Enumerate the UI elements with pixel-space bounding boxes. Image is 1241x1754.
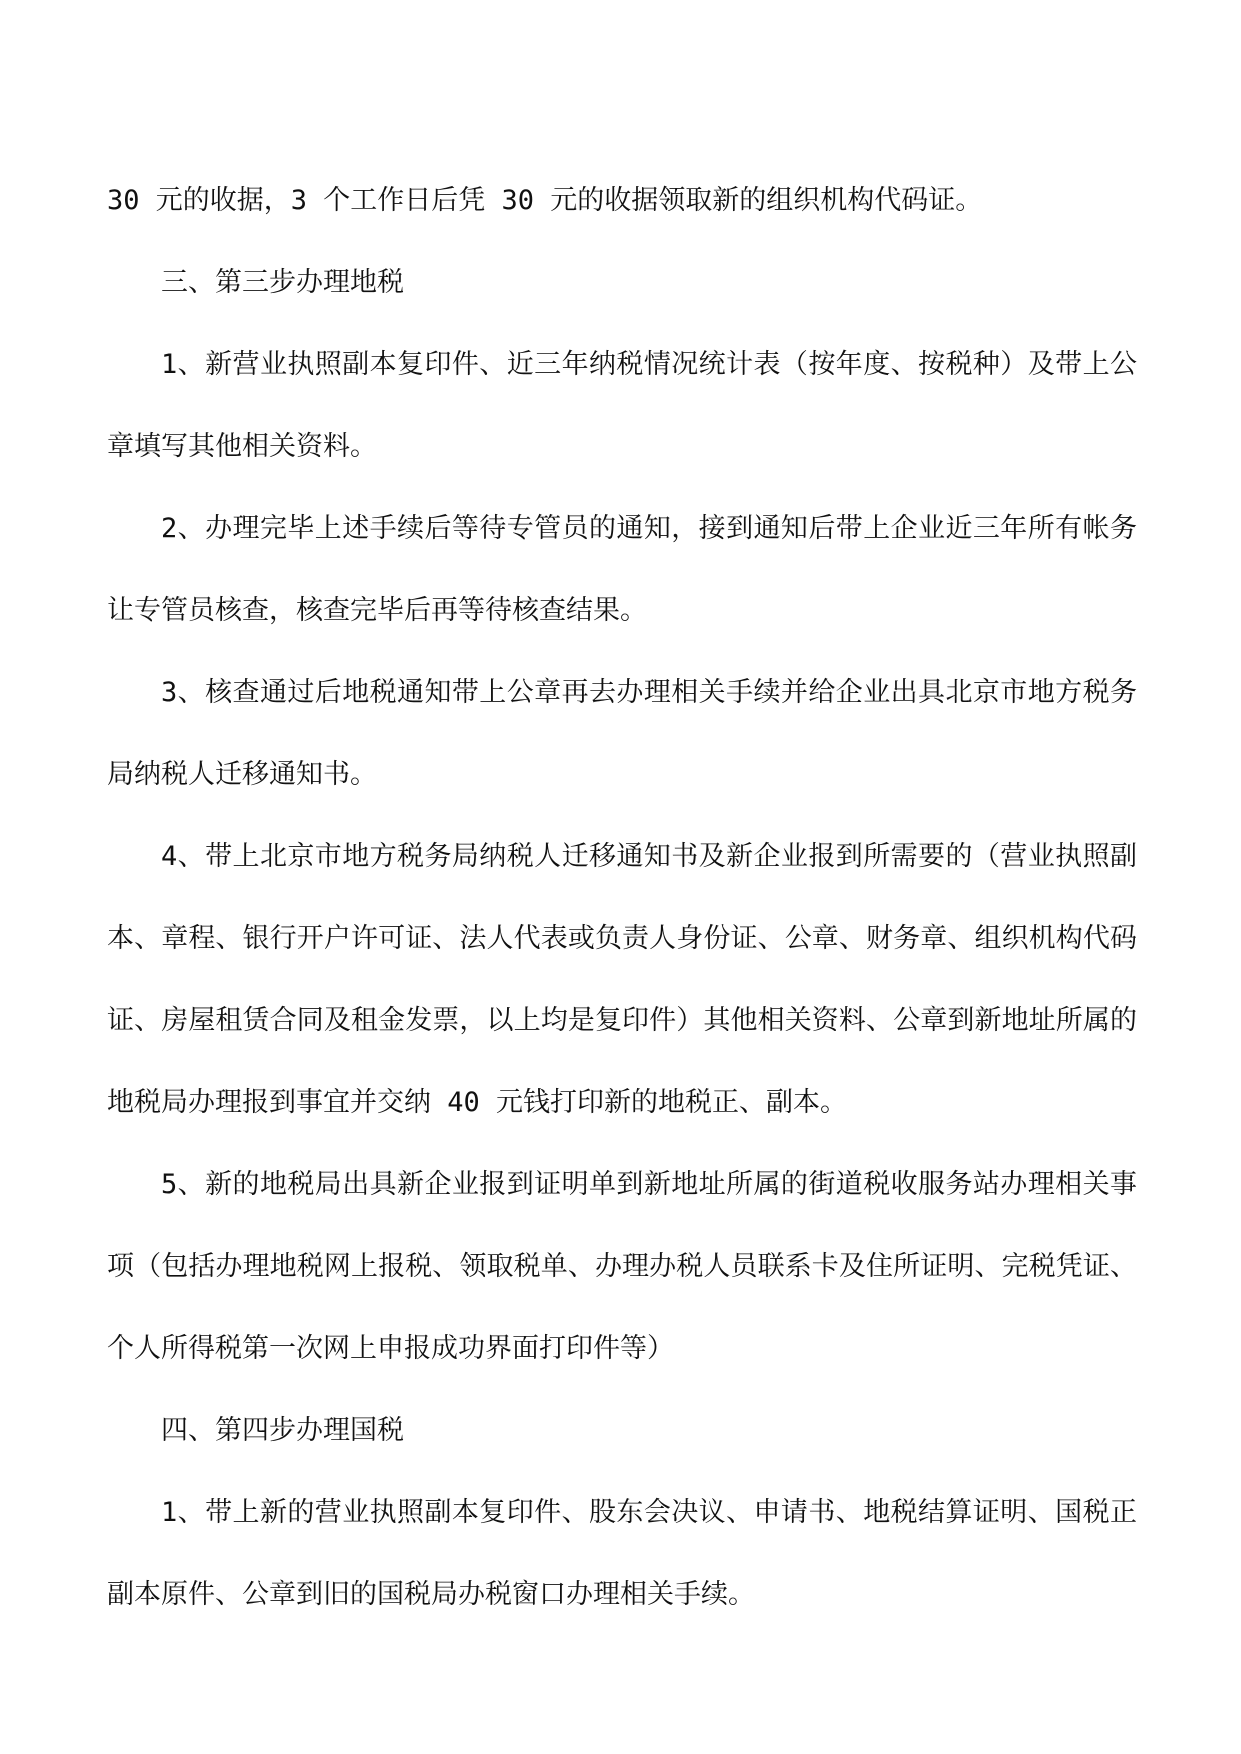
paragraph-step3-item3: 3、核查通过后地税通知带上公章再去办理相关手续并给企业出具北京市地方税务局纳税人迁移通知书。 — [107, 677, 1137, 790]
paragraph-step3-item5: 5、新的地税局出具新企业报到证明单到新地址所属的街道税收服务站办理相关事项（包括办理地税网上报税、领取税单、办理办税人员联系卡及住所证明、完税凭证、个人所得税第一次网上申报成功界面打印件等） — [107, 1169, 1137, 1364]
paragraph-step3-item4: 4、带上北京市地方税务局纳税人迁移通知书及新企业报到所需要的（营业执照副本、章程、银行开户许可证、法人代表或负责人身份证、公章、财务章、组织机构代码证、房屋租赁合同及租金发票，以上均是复印件）其他相关资料、公章到新地址所属的地税局办理报到事宜并交纳 40 元钱打印新的地税正、副本。 — [107, 841, 1137, 1118]
document-body — [107, 160, 1137, 1636]
paragraph-step4-item1: 1、带上新的营业执照副本复印件、股东会决议、申请书、地税结算证明、国税正副本原件、公章到旧的国税局办税窗口办理相关手续。 — [107, 1497, 1137, 1610]
section-heading-step-four: 四、第四步办理国税 — [161, 1415, 404, 1446]
paragraph-step3-item2: 2、办理完毕上述手续后等待专管员的通知，接到通知后带上企业近三年所有帐务让专管员核查，核查完毕后再等待核查结果。 — [107, 513, 1137, 626]
paragraph-step3-item1: 1、新营业执照副本复印件、近三年纳税情况统计表（按年度、按税种）及带上公章填写其他相关资料。 — [107, 349, 1137, 462]
paragraph-continuation: 30 元的收据，3 个工作日后凭 30 元的收据领取新的组织机构代码证。 — [107, 185, 983, 216]
section-heading-step-three: 三、第三步办理地税 — [161, 267, 404, 298]
